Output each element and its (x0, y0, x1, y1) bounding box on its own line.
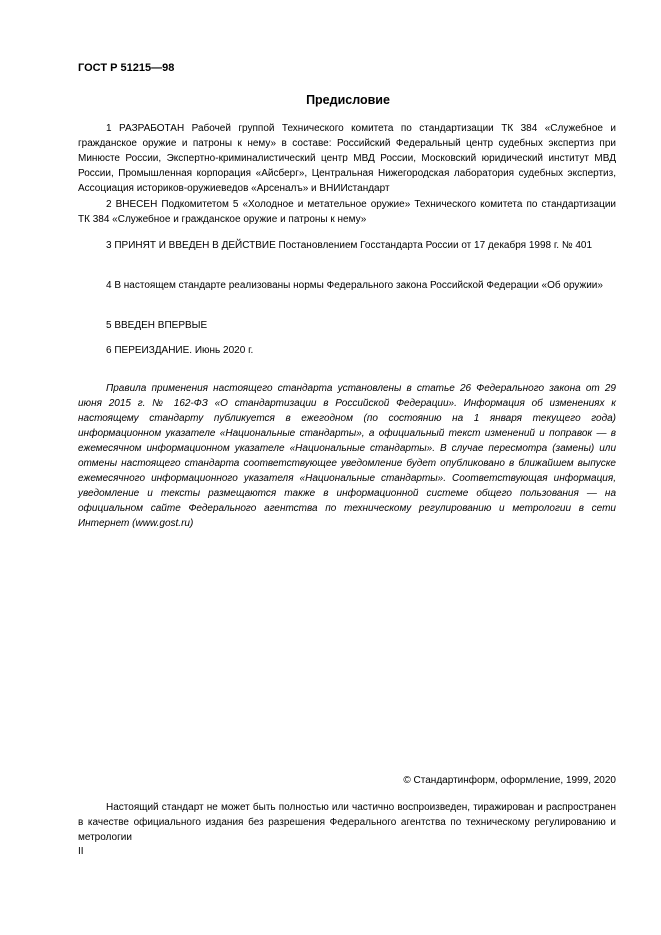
page-title: Предисловие (306, 93, 390, 107)
page-number: II (78, 846, 84, 857)
paragraph-adopted: 3 ПРИНЯТ И ВВЕДЕН В ДЕЙСТВИЕ Постановлением Госстандарта России от 17 декабря 1998 г. № 401 (106, 240, 593, 251)
paragraph-submitted-by: 2 ВНЕСЕН Подкомитетом 5 «Холодное и метательное оружие» Технического комитета по стандартизации ТК 384 «Служебное и гражданское оружие и патроны к нему» (78, 199, 616, 225)
rights-notice: Настоящий стандарт не может быть полностью или частично воспроизведен, тиражирован и распространен в качестве официального издания без разрешения Федерального агентства по техническому регулированию и метрологии (78, 802, 616, 843)
paragraph-developed-by: 1 РАЗРАБОТАН Рабочей группой Технического комитета по стандартизации ТК 384 «Служебное и гражданское оружие и патроны к нему» в составе: Российский Федеральный центр судебных экспертиз при Минюсте России, Экспертно-криминалистический центр МВД России, Московский юридический институт МВД России, Промышленная корпорация «Айсберг», Центральная Нижегородская лаборатория судебных экспертиз, Ассоциация историков-оружиеведов «Арсеналъ» и ВНИИстандарт (78, 123, 616, 194)
application-rules-notice: Правила применения настоящего стандарта установлены в статье 26 Федерального закона от 29 июня 2015 г. № 162-ФЗ «О стандартизации в Российской Федерации». Информация об изменениях к настоящему стандарту публикуется в ежегодном (по состоянию на 1 января текущего года) информационном указателе «Национальные стандарты», а официальный текст изменений и поправок — в ежемесячном информационном указателе «Национальные стандарты». В случае пересмотра (замены) или отмены настоящего стандарта соответствующее уведомление будет опубликовано в ближайшем выпуске ежемесячного информационного указателя «Национальные стандарты». Соответствующая информация, уведомление и тексты размещаются также в информационной системе общего пользования — на официальном сайте Федерального агентства по техническому регулированию и метрологии в сети Интернет (www.gost.ru) (78, 383, 616, 529)
copyright-line: © Стандартинформ, оформление, 1999, 2020 (403, 775, 616, 786)
document-code: ГОСТ Р 51215—98 (78, 62, 175, 74)
paragraph-reissue: 6 ПЕРЕИЗДАНИЕ. Июнь 2020 г. (106, 345, 254, 356)
paragraph-first-introduced: 5 ВВЕДЕН ВПЕРВЫЕ (106, 320, 208, 331)
paragraph-law-norms: 4 В настоящем стандарте реализованы нормы Федерального закона Российской Федерации «Об оружии» (106, 280, 603, 291)
